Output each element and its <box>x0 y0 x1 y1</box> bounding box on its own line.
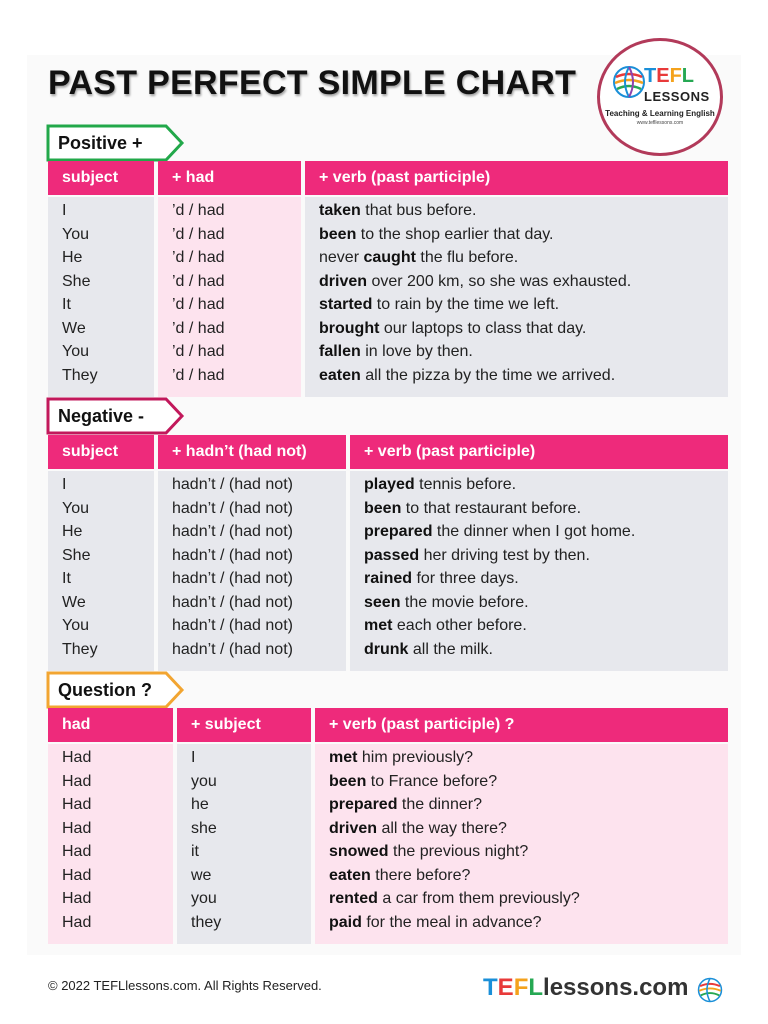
sentence-rest: all the way there? <box>377 819 507 837</box>
sentence-rest: him previously? <box>357 749 474 766</box>
sentence-rest: the previous night? <box>388 843 529 860</box>
sentence-rest: a car from them previously? <box>377 890 580 907</box>
sentence-rest: our laptops to class that day. <box>379 319 587 337</box>
table-cell-verb <box>319 342 473 362</box>
sentence-rest: for three days. <box>412 570 519 587</box>
past-participle: met <box>364 617 393 634</box>
table-cell-subject: She <box>62 272 91 290</box>
table-header-cell <box>48 161 154 195</box>
verb-prefix: never <box>319 249 364 266</box>
sentence-rest: there before? <box>370 866 471 884</box>
table-cell-verb <box>329 913 542 933</box>
table-cell-verb <box>329 819 507 839</box>
sentence-rest: to that restaurant before. <box>401 499 582 517</box>
question-table <box>48 708 728 934</box>
table-cell-aux: ’d / had <box>172 319 225 337</box>
past-participle: been <box>319 225 357 243</box>
table-cell-verb <box>329 772 497 792</box>
table-cell-verb <box>329 866 470 886</box>
past-participle: driven <box>319 272 368 290</box>
sentence-rest: the flu before. <box>415 249 519 266</box>
table-cell-subject: They <box>62 366 98 384</box>
table-cell-subject: you <box>191 890 217 907</box>
header-label: + hadn’t (had not) <box>172 443 307 460</box>
header-label: + verb (past participle) <box>319 169 491 186</box>
table-header-cell <box>315 708 728 742</box>
past-participle: caught <box>363 249 416 266</box>
sentence-rest: that bus before. <box>360 202 477 219</box>
header-label: + verb (past participle) <box>364 443 536 460</box>
table-cell-subject: I <box>62 202 67 219</box>
sentence-rest: her driving test by then. <box>419 546 590 564</box>
table-header-cell <box>158 435 346 469</box>
table-cell-aux: hadn’t / (had not) <box>172 593 293 611</box>
positive-table <box>48 161 728 387</box>
sentence-rest: the dinner when I got home. <box>432 523 636 540</box>
table-header-cell <box>48 708 173 742</box>
table-cell-aux: Had <box>62 749 92 766</box>
table-cell-verb <box>319 225 554 245</box>
past-participle: fallen <box>319 343 361 360</box>
past-participle: taken <box>319 202 361 219</box>
header-label: had <box>62 716 91 733</box>
past-participle: prepared <box>329 796 398 813</box>
table-cell-verb <box>319 272 631 292</box>
table-cell-subject: You <box>62 499 89 517</box>
sentence-rest: for the meal in advance? <box>361 913 542 931</box>
table-cell-verb <box>364 475 516 495</box>
table-cell-aux: ’d / had <box>172 366 225 384</box>
table-cell-subject: It <box>62 570 71 587</box>
table-cell-verb <box>364 593 529 613</box>
table-cell-subject: I <box>62 476 67 493</box>
header-label: + subject <box>191 716 261 733</box>
table-cell-verb <box>364 640 493 660</box>
table-cell-subject: They <box>62 640 98 658</box>
question-section-tag <box>46 671 186 709</box>
sentence-rest: each other before. <box>392 617 527 634</box>
table-cell-subject: it <box>191 843 199 860</box>
copyright-text: © 2022 TEFLlessons.com. All Rights Reserved. <box>48 978 322 993</box>
sentence-rest: to the shop earlier that day. <box>356 225 554 243</box>
table-cell-aux: Had <box>62 843 92 860</box>
footer-logo: TEFLlessons.com <box>483 974 689 1001</box>
table-cell-aux: hadn’t / (had not) <box>172 476 293 493</box>
table-cell-aux: hadn’t / (had not) <box>172 523 293 540</box>
table-cell-aux: ’d / had <box>172 225 225 243</box>
table-cell-aux: ’d / had <box>172 202 225 219</box>
past-participle: rented <box>329 890 378 907</box>
sentence-rest: to rain by the time we left. <box>372 296 560 313</box>
table-cell-aux: ’d / had <box>172 296 225 313</box>
table-cell-verb <box>364 616 527 636</box>
table-cell-aux: ’d / had <box>172 343 225 360</box>
table-cell-aux: hadn’t / (had not) <box>172 617 293 634</box>
page-title: PAST PERFECT SIMPLE CHART <box>48 64 577 102</box>
table-cell-aux: hadn’t / (had not) <box>172 570 293 587</box>
table-cell-aux: Had <box>62 913 92 931</box>
table-cell-verb <box>319 319 586 339</box>
past-participle: driven <box>329 819 378 837</box>
table-cell-subject: You <box>62 343 89 360</box>
past-participle: brought <box>319 319 380 337</box>
past-participle: played <box>364 476 415 493</box>
table-cell-subject: She <box>62 546 91 564</box>
sentence-rest: to France before? <box>366 772 498 790</box>
sentence-rest: all the pizza by the time we arrived. <box>360 366 616 384</box>
table-cell-aux: Had <box>62 890 92 907</box>
negative-section-tag <box>46 397 186 435</box>
table-cell-subject: It <box>62 296 71 313</box>
table-cell-verb <box>329 748 473 768</box>
table-cell-subject: You <box>62 225 89 243</box>
table-cell-verb <box>364 569 519 589</box>
table-cell-verb <box>329 842 528 862</box>
table-header-cell <box>158 161 301 195</box>
sentence-rest: over 200 km, so she was exhausted. <box>367 272 632 290</box>
logo-lessons-text: LESSONS <box>644 89 710 104</box>
header-label: subject <box>62 443 119 460</box>
sentence-rest: all the milk. <box>408 640 493 658</box>
table-cell-aux: hadn’t / (had not) <box>172 499 293 517</box>
table-cell-subject: He <box>62 523 83 540</box>
table-cell-verb <box>319 248 518 268</box>
past-participle: rained <box>364 570 413 587</box>
table-cell-verb <box>319 366 615 386</box>
past-participle: eaten <box>329 866 371 884</box>
logo-tefl-text: TEFL <box>644 65 694 87</box>
past-participle: met <box>329 749 358 766</box>
table-cell-verb <box>319 201 476 221</box>
sentence-rest: in love by then. <box>360 343 473 360</box>
table-header-cell <box>350 435 728 469</box>
table-cell-aux: Had <box>62 819 92 837</box>
table-cell-verb <box>364 499 581 519</box>
table-cell-subject: He <box>62 249 83 266</box>
past-participle: seen <box>364 593 401 611</box>
past-participle: prepared <box>364 523 433 540</box>
table-cell-aux: Had <box>62 866 92 884</box>
footer-globe-icon <box>697 977 723 1003</box>
sentence-rest: the dinner? <box>397 796 482 813</box>
table-cell-aux: ’d / had <box>172 272 225 290</box>
table-cell-subject: he <box>191 796 209 813</box>
table-cell-aux: Had <box>62 796 92 813</box>
table-cell-subject: We <box>62 593 86 611</box>
table-cell-verb <box>319 295 559 315</box>
past-participle: paid <box>329 913 362 931</box>
past-participle: started <box>319 296 373 313</box>
logo-tagline: Teaching & Learning English <box>605 109 715 118</box>
header-label: subject <box>62 169 119 186</box>
negative-label: Negative - <box>58 406 145 426</box>
table-header-cell <box>305 161 728 195</box>
table-cell-verb <box>329 889 580 909</box>
table-header-cell <box>177 708 311 742</box>
table-cell-verb <box>364 522 635 542</box>
table-cell-aux: ’d / had <box>172 249 225 266</box>
table-cell-aux: hadn’t / (had not) <box>172 546 293 564</box>
past-participle: eaten <box>319 366 361 384</box>
header-label: + verb (past participle) ? <box>329 716 515 733</box>
table-header-cell <box>48 435 154 469</box>
past-participle: drunk <box>364 640 409 658</box>
logo-url: www.tefllessons.com <box>636 120 684 126</box>
question-label: Question ? <box>58 680 152 700</box>
table-cell-subject: You <box>62 617 89 634</box>
positive-label: Positive + <box>58 133 143 153</box>
table-cell-verb <box>329 795 482 815</box>
table-cell-subject: we <box>191 866 212 884</box>
table-cell-aux: hadn’t / (had not) <box>172 640 293 658</box>
sentence-rest: the movie before. <box>400 593 529 611</box>
table-cell-verb <box>364 546 590 566</box>
past-participle: been <box>329 772 367 790</box>
globe-icon <box>612 65 646 99</box>
table-cell-subject: they <box>191 913 222 931</box>
table-cell-subject: We <box>62 319 86 337</box>
table-cell-subject: she <box>191 819 217 837</box>
table-cell-subject: I <box>191 749 196 766</box>
negative-table <box>48 435 728 661</box>
sentence-rest: tennis before. <box>414 476 517 493</box>
past-participle: snowed <box>329 843 389 860</box>
positive-section-tag <box>46 124 186 162</box>
tefl-lessons-logo <box>597 38 723 156</box>
past-participle: passed <box>364 546 420 564</box>
header-label: + had <box>172 169 215 186</box>
table-cell-aux: Had <box>62 772 92 790</box>
past-participle: been <box>364 499 402 517</box>
table-cell-subject: you <box>191 772 217 790</box>
